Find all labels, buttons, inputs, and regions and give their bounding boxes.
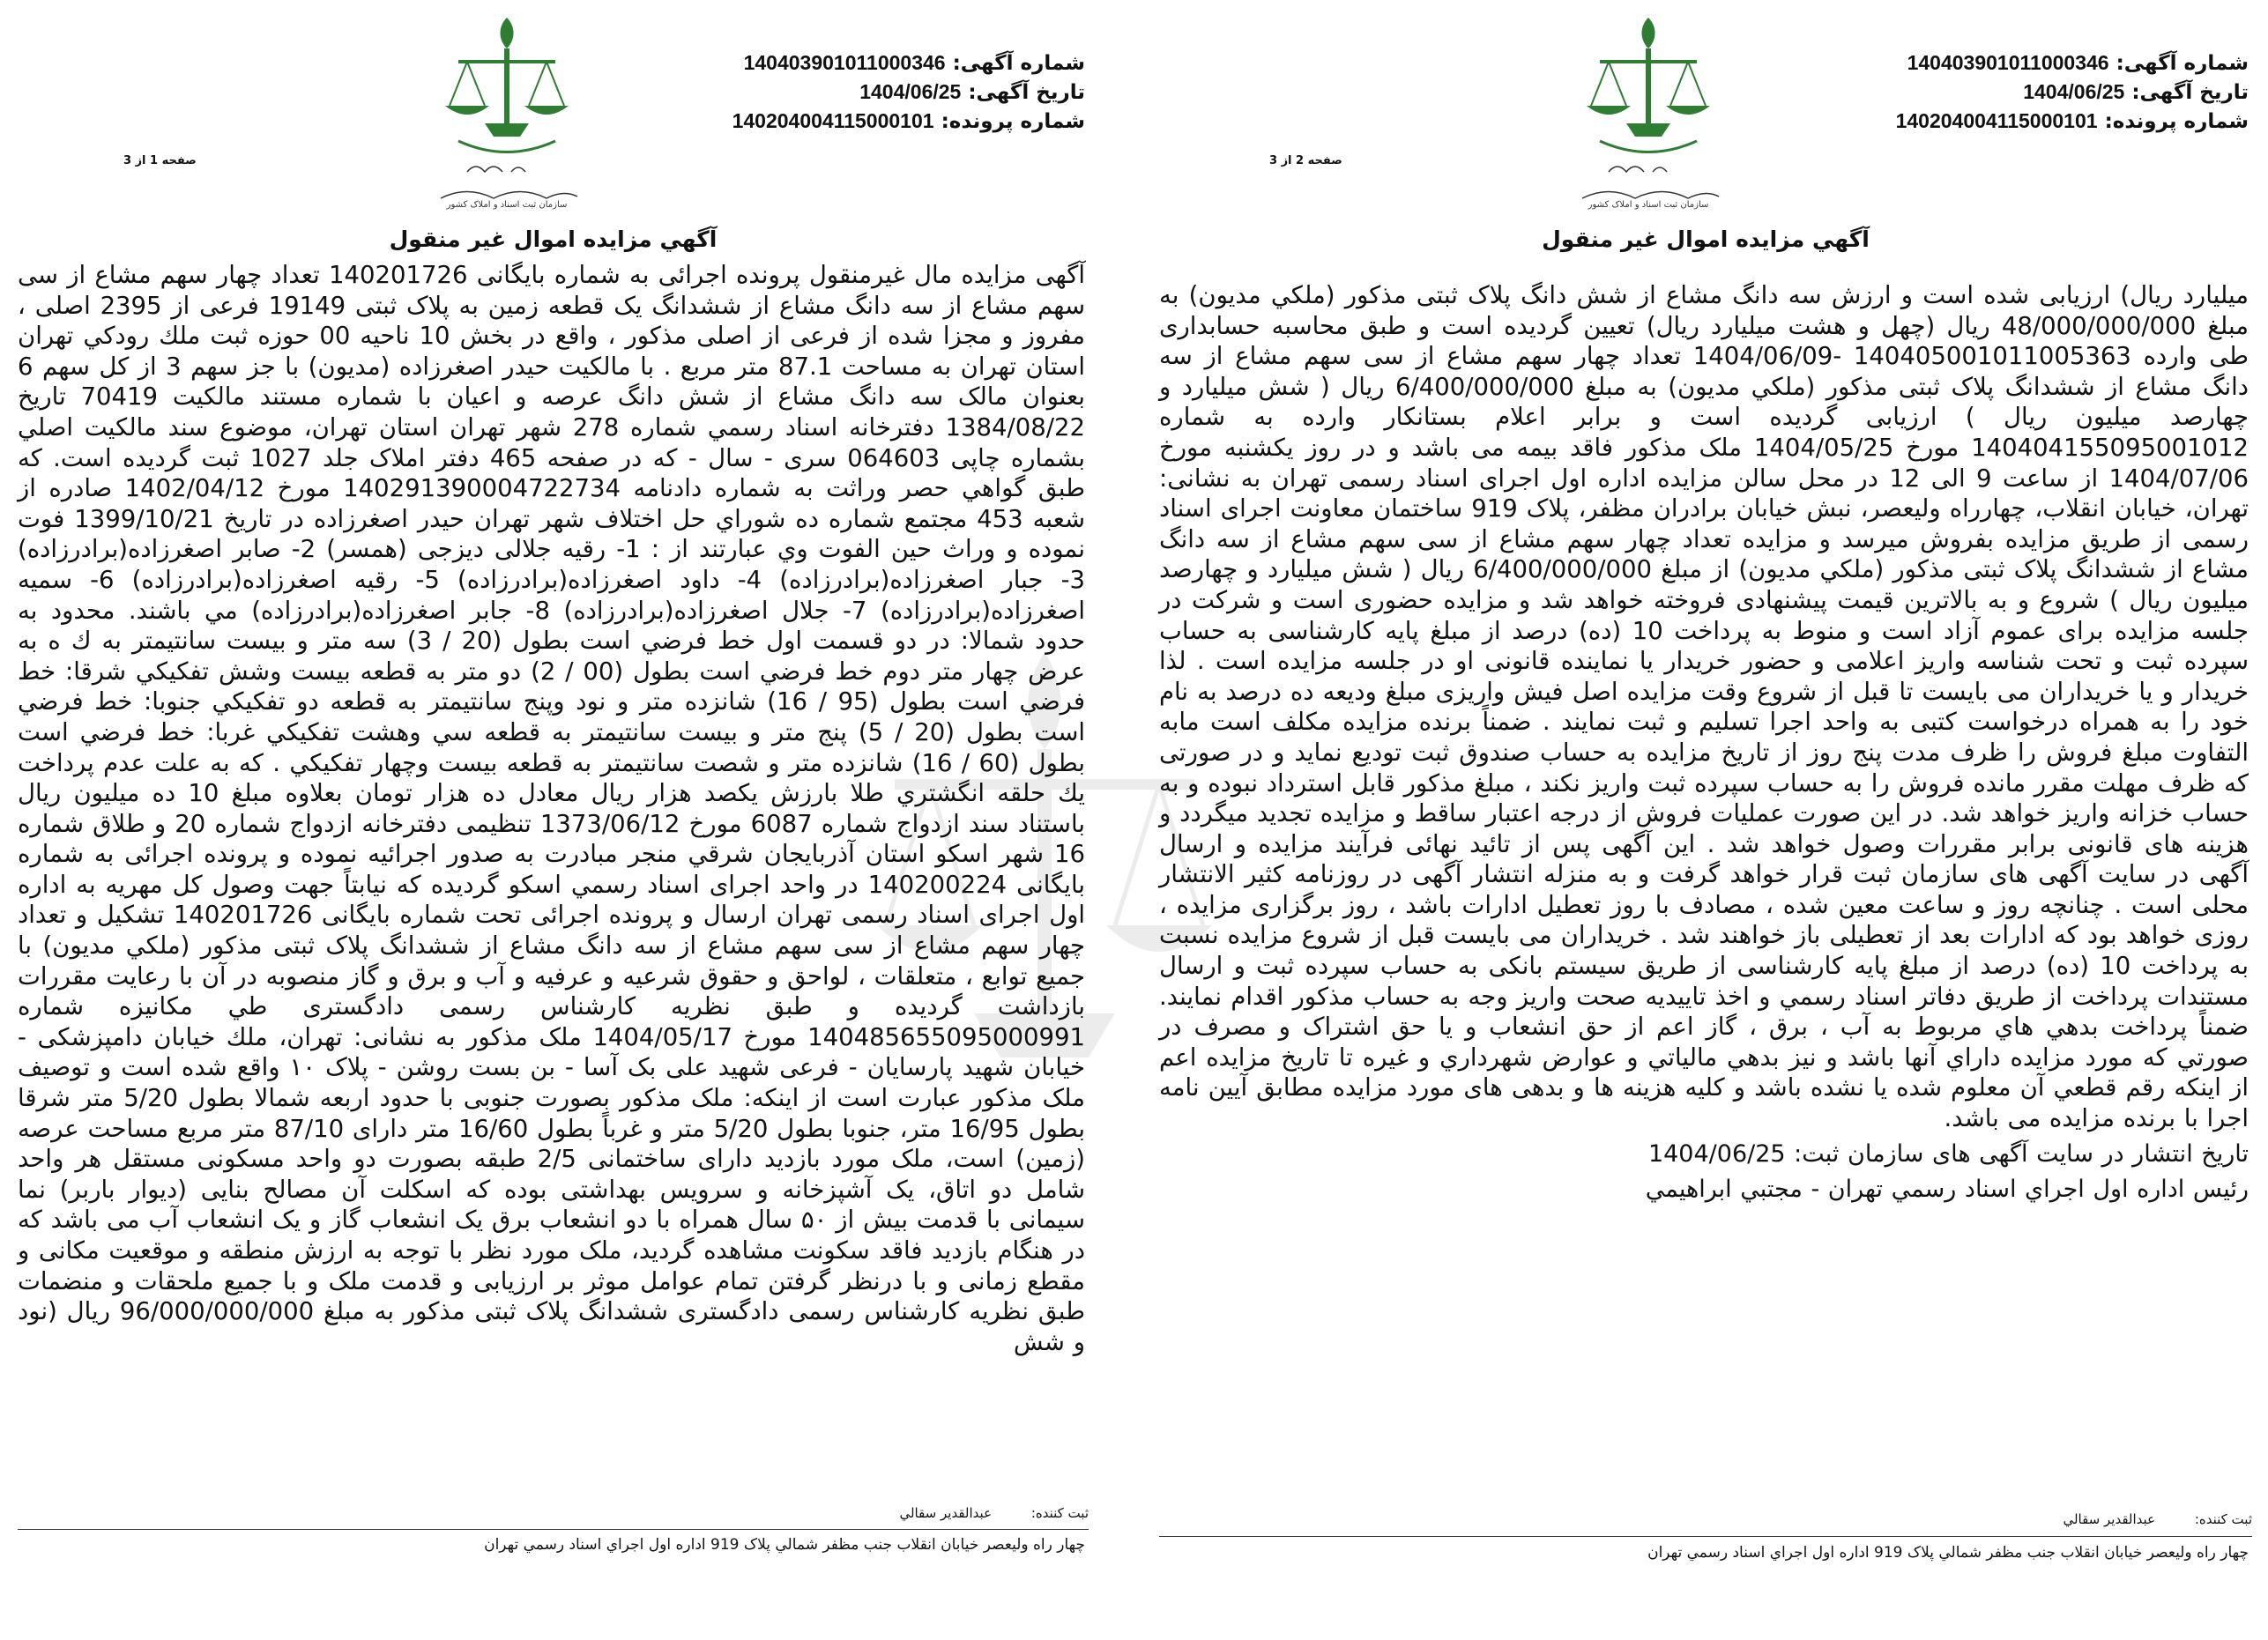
notice-body: آگهی مزایده مال غیرمنقول پرونده اجرائی به شماره بایگانی 140201726 تعداد چهار سهم مشاع از سی سهم مشاع از سه دانگ مشاع از ششدانگ یک قطعه زمین به پلاک ثبتی 19149 فرعی از 2395 اصلی ، مفروز و مجزا شده از فرعی از اصلی مذکور ، واقع در بخش 10 ناحیه 00 حوزه ثبت ملك رودكي تهران استان تهران به مساحت 87.1 متر مربع . با مالکیت حیدر اصغرزاده (مدیون) با جز سهم 3 از کل سهم 6 بعنوان مالک سه دانگ مشاع از شش دانگ عرصه و اعیان با شماره مستند مالکیت 70419 تاریخ 1384/08/22 دفترخانه اسناد رسمي شماره 278 شهر تهران استان تهران، موضوع سند مالكيت اصلي بشماره چاپی 064603 سری - سال - که در صفحه 465 دفتر املاک جلد 1027 ثبت گردیده است. که طبق گواهي حصر وراثت به شماره دادنامه 140291390004722734 مورخ 1402/04/12 صادره از شعبه 453 مجتمع شماره ده شوراي حل اختلاف شهر تهران حيدر اصغرزاده در تاريخ 1399/10/21 فوت نموده و وراث حين الفوت وي عبارتند از : 1- رقيه جلالی ديزجی (همسر) 2- صابر اصغرزاده(برادرزاده) 3- جبار اصغرزاده(برادرزاده) 4- داود اصغرزاده(برادرزاده) 5- رقيه اصغرزاده(برادرزاده) 6- سميه اصغرزاده(برادرزاده) 7- جلال اصغرزاده(برادرزاده) 8- جابر اصغرزاده(برادرزاده) مي باشند. محدود به حدود شمالا: در دو قسمت اول خط فرضي است بطول (20 / 3) سه متر و بيست سانتيمتر به ك ه به عرض چهار متر دوم خط فرضي است بطول (00 / 2) دو متر به قطعه بيست وشش تفكيكي شرقا: خط فرضي است بطول (95 / 16) شانزده متر و نود وپنج سانتيمتر به قطعه دو تفكيكي جنوبا: خط فرضي است بطول (20 / 5) پنج متر و بيست سانتيمتر به قطعه سي وهشت تفكيكي غربا: خط فرضي است بطول (60 / 16) شانزده متر و شصت سانتيمتر به قطعه بيست وچهار تفكيكي . كه به علت عدم پرداخت يك حلقه انگشتري طلا بارزش يكصد هزار ريال معادل ده هزار تومان بعلاوه مبلغ 10 ده ميليون ريال باستناد سند ازدواج شماره 6087 مورخ 1373/06/12 تنظيمی دفترخانه ازدواج شماره 20 و طلاق شماره 16 شهر اسكو استان آذربايجان شرقي منجر مبادرت به صدور اجرائيه نموده و پرونده اجرائی به شماره بايگانی 140200224 در واحد اجرای اسناد رسمي اسكو گرديده كه نيابتاً جهت وصول كل مهريه به اداره اول اجرای اسناد رسمی تهران ارسال و پرونده اجرائی تحت شماره بایگانی 140201726 تشكيل و تعداد چهار سهم مشاع از سی سهم مشاع از سه دانگ مشاع از ششدانگ پلاک ثبتی مذکور (ملكي مديون) با جمیع توابع ، متعلقات ، لواحق و حقوق شرعیه و عرفیه و آب و برق و گاز منصوبه در آن با رعایت مقررات بازداشت گرديده و طبق نظريه كارشناس رسمی دادگستری طي مكانيزه شماره 140485655095000991 مورخ 1404/05/17 ملک مذکور به نشانی: تهران، ملك خيابان دامپزشكی - خیابان شهید پارسایان - فرعی شهید علی بک آسا - بن بست روشن - پلاک ۱۰ واقع شده است و توصیف ملک مذکور عبارت است از اینکه: ملک مذکور بصورت جنوبی با حدود اربعه شمالا بطول 5/20 متر شرقا بطول 16/95 متر، جنوبا بطول 5/20 متر و غرباً بطول 16/60 متر دارای 87/10 متر مربع مساحت عرصه (زمین) است، ملک مورد بازدید دارای ساختمانی 2/5 طبقه بصورت دو واحد مسکونی مستقل هر واحد شامل دو اتاق، یک آشپزخانه و سرویس بهداشتی بوده که اسکلت آن مصالح بنایی (دیوار باربر) نما سیمانی با قدمت بیش از ۵۰ سال همراه با دو انشعاب برق یک انشعاب گاز و یک انشعاب آب می باشد که در هنگام بازدید فاقد سکونت مشاهده گردید، ملک مورد نظر با توجه به ارزش منطقه و موقعیت مکانی و مقطع زمانی و با درنظر گرفتن تمام عوامل موثر بر ارزیابی و قدمت ملک و با جمیع ملحقات و منضمات طبق نظریه کارشناس رسمی دادگستری ششدانگ پلاک ثبتی مذکور به مبلغ 96/000/000/000 ریال (نود و شش bbox=[18, 261, 1086, 1356]
notice-date-label: تاریخ آگهی: bbox=[2131, 81, 2249, 104]
page-number: صفحه 1 از 3 bbox=[123, 154, 197, 167]
notice-body-text: میلیارد ریال) ارزیابی شده است و ارزش سه دانگ مشاع از شش دانگ پلاک ثبتی مذکور (ملكي مديون) به مبلغ 48/000/000/000 ریال (چهل و هشت میلیارد ریال) تعیین گردیده است و طبق محاسبه حسابداری طی وارده 140405001011005363 -1404/06/09 تعداد چهار سهم مشاع از سی سهم مشاع از سه دانگ مشاع از ششدانگ پلاک ثبتی مذکور (ملكي مديون) به مبلغ 6/400/000/000 ریال ( شش میلیارد و چهارصد میلیون ریال ) ارزیابی گردیده است و برابر اعلام بستانکار وارده به شماره 140404155095001012 مورخ 1404/05/25 ملک مذکور فاقد بیمه می باشد و در روز یکشنبه مورخ 1404/07/06 از ساعت 9 الی 12 در محل سالن مزایده اداره اول اجرای اسناد رسمی تهران به نشانی: تهران، خیابان انقلاب، چهارراه ولیعصر، نبش خیابان برادران مظفر، پلاک 919 ساختمان معاونت اجرای اسناد رسمی از طریق مزایده بفروش میرسد و مزایده تعداد چهار سهم مشاع از سی سهم مشاع از سه دانگ مشاع از ششدانگ پلاک ثبتی مذکور (ملكي مديون) از مبلغ 6/400/000/000 ریال ( شش میلیارد و چهارصد میلیون ریال ) شروع و به بالاترین قیمت پیشنهادی فروخته خواهد شد و مزایده حضوری است و شرکت در جلسه مزایده برای عموم آزاد است و منوط به پرداخت 10 (ده) درصد از مبلغ پایه کارشناسی به حساب سپرده ثبت و تحت شناسه واریز اعلامی و حضور خریدار یا نماینده قانونی او در جلسه مزایده است . لذا خریدار و یا خریداران می بایست تا قبل از شروع وقت مزایده اصل فیش واریزی مبلغ ودیعه ده درصد به نام خود را به همراه درخواست کتبی به واحد اجرا تسلیم و ثبت نمایند . ضمناً برنده مزایده مکلف است مابه التفاوت مبلغ فروش را ظرف مدت پنج روز از تاریخ مزایده به حساب صندوق ثبت تودیع نماید و در صورتی که ظرف مهلت مقرر مانده فروش را به حساب سپرده ثبت واریز نکند ، مبلغ مذکور قابل استرداد نبوده و به حساب خزانه واریز خواهد شد. در این صورت عملیات فروش از درجه اعتبار ساقط و مزایده تجدید میگردد و هزینه های قانونی برابر مقررات وصول خواهد شد . این آگهی پس از تائید نهائی فرآیند مزایده و ارسال آگهی در سایت آگهی های سازمان ثبت قرار خواهد گرفت و به منزله انتشار آگهی در روزنامه کثیر الانتشار محلی است . چنانچه روز و ساعت معین شده ، مصادف با روز تعطیل ادارات باشد ، روز برگزاری مزایده ، روزی خواهد بود که ادارات بعد از تعطیلی باز خواهند شد . خریداران می بایست قبل از شروع مزایده نسبت به پرداخت 10 (ده) درصد از مبلغ پایه کارشناسی از طریق سیستم بانکی به حساب سپرده ثبت و ارسال مستندات پرداخت از طریق دفاتر اسناد رسمي و اخذ تاييديه صحت واريز وجه به حساب مذكور اقدام نمايند. ضمناً پرداخت بدهي هاي مربوط به آب ، برق ، گاز اعم از حق انشعاب و يا حق اشتراک و مصرف در صورتي كه مورد مزايده داراي آنها باشد و نيز بدهي مالياتي و عوارض شهرداري و غيره تا تاريخ مزايده اعم از اينكه رقم قطعي آن معلوم شده يا نشده باشد و كليه هزينه ها و بدهی های مورد مزايده مطابق آيين نامه اجرا با برنده مزايده می باشد. bbox=[1159, 281, 2249, 1133]
notice-number: 140403901011000346 bbox=[743, 51, 946, 74]
notice-number-label: شماره آگهی: bbox=[2116, 52, 2249, 75]
notice-date: 1404/06/25 bbox=[859, 80, 962, 103]
file-number: 140204004115000101 bbox=[732, 109, 934, 132]
file-number-label: شماره پرونده: bbox=[2104, 110, 2249, 133]
notice-number: 140403901011000346 bbox=[1907, 51, 2109, 74]
notice-date: 1404/06/25 bbox=[2023, 80, 2125, 103]
judiciary-emblem-icon bbox=[423, 9, 591, 211]
footer-divider bbox=[18, 1529, 1089, 1530]
file-number-label: شماره پرونده: bbox=[941, 110, 1085, 133]
notice-page-1 bbox=[18, 0, 1089, 1640]
registrar-name: عبدالقدير سقالي bbox=[2063, 1511, 2156, 1527]
publish-date-line: تاریخ انتشار در سایت آگهی های سازمان ثبت: 1404/06/25 bbox=[1647, 1139, 2249, 1168]
file-number: 140204004115000101 bbox=[1895, 109, 2098, 132]
registrar-row bbox=[1159, 1511, 2252, 1527]
notice-title: آگهي مزايده اموال غير منقول bbox=[1542, 226, 1870, 252]
footer-address: چهار راه وليعصر خيابان انقلاب جنب مظفر شمالي پلاک 919 اداره اول اجراي اسناد رسمي تهران bbox=[484, 1536, 1085, 1554]
notice-title: آگهي مزايده اموال غير منقول bbox=[389, 226, 718, 252]
registrar-label: ثبت کننده: bbox=[2194, 1511, 2252, 1527]
signer-line: رئيس اداره اول اجراي اسناد رسمي تهران - مجتبي ابراهيمي bbox=[1645, 1175, 2249, 1203]
footer-divider bbox=[1159, 1536, 2252, 1537]
registrar-name: عبدالقدير سقالي bbox=[899, 1505, 993, 1521]
notice-header bbox=[732, 48, 1085, 136]
notice-body bbox=[1159, 280, 2249, 1205]
footer-address: چهار راه وليعصر خيابان انقلاب جنب مظفر شمالي پلاک 919 اداره اول اجراي اسناد رسمي تهران bbox=[1647, 1544, 2249, 1562]
emblem-caption: سازمان ثبت اسناد و املاک کشور bbox=[1588, 200, 1709, 210]
notice-page-2 bbox=[1159, 0, 2252, 1640]
registrar-label: ثبت کننده: bbox=[1030, 1505, 1089, 1521]
judiciary-emblem-icon bbox=[1565, 9, 1732, 211]
notice-date-label: تاریخ آگهی: bbox=[968, 81, 1085, 104]
registrar-row bbox=[18, 1505, 1089, 1521]
notice-number-label: شماره آگهی: bbox=[952, 52, 1085, 75]
notice-header bbox=[1896, 48, 2249, 136]
page-number: صفحه 2 از 3 bbox=[1269, 154, 1342, 167]
emblem-caption: سازمان ثبت اسناد و املاک کشور bbox=[446, 200, 568, 210]
